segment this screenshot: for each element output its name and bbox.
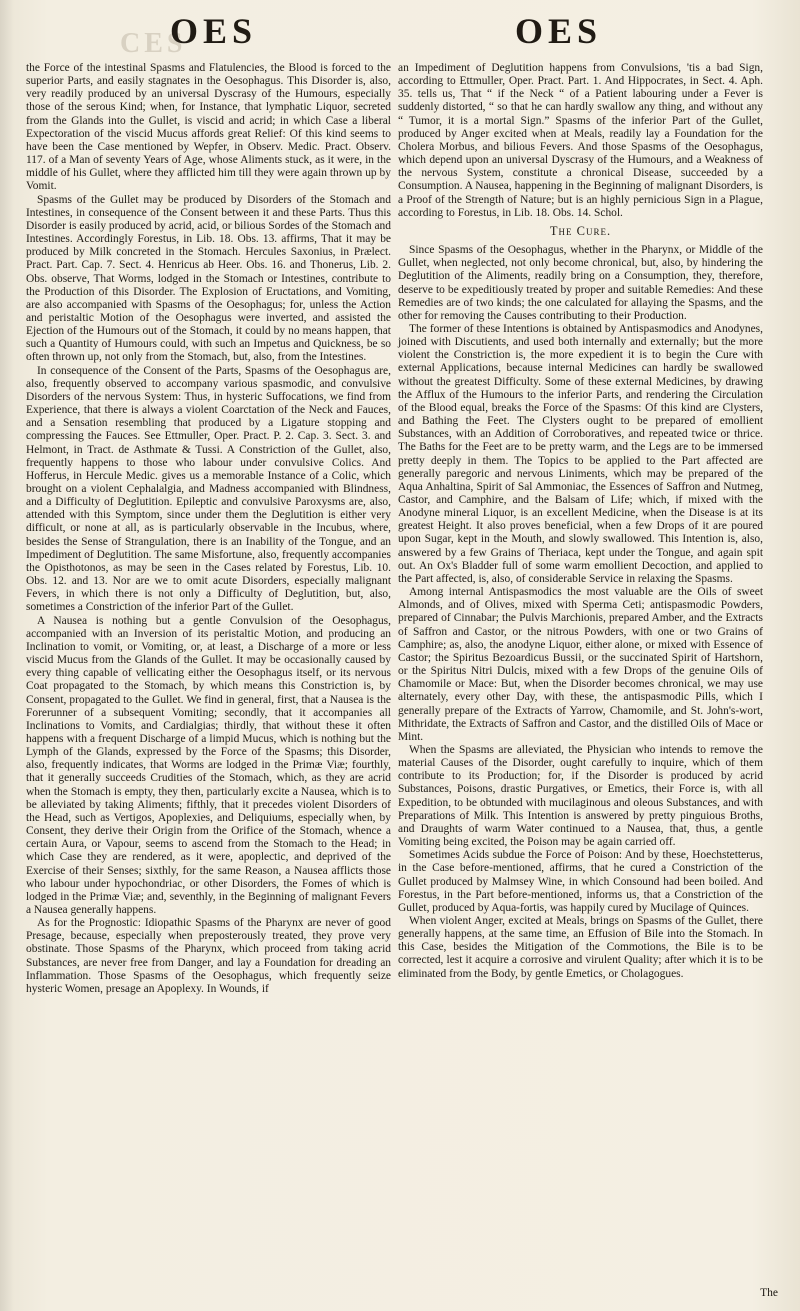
paragraph: As for the Prognostic: Idiopathic Spasms of the Pharynx are never of good Presage, because, especially when preposterously treated, they prove very obstinate. Those Spasms of the Pharynx, which proceed from taking acrid Substances, are never free from Danger, and lay a Foundation for dreading an Inflammation. Those Spasms of the Oesophagus, which frequently seize hysteric Women, presage an Apoplexy. In Wounds, if <box>26 917 391 995</box>
catchword: The <box>760 1287 778 1299</box>
section-heading-cure: The Cure. <box>549 223 612 238</box>
paragraph: Since Spasms of the Oesophagus, whether in the Pharynx, or Middle of the Gullet, when neglected, not only become chronical, but, also, by hindering the Deglutition of the Aliments, readily bring on a Consumption, they, therefore, deserve to be expeditiously treated by proper and suitable Remedies: And these Remedies are of two kinds; the one calculated for allaying the Spasms, and the other for removing the Causes contributing to their Production. <box>398 244 763 322</box>
paragraph: an Impediment of Deglutition happens from Convulsions, 'tis a bad Sign, according to Ettmuller, Oper. Pract. Part. 1. And Hippocrates, in Sect. 4. Aph. 35. tells us, That “ if the Neck “ of a Patient labouring under a Fever is suddenly distorted, “ so that he can hardly swallow any thing, and without any “ Tumor, it is a mortal Sign.” Spasms of the inferior Part of the Gullet, produced by Anger excited when at Meals, readily lay a Foundation for the Cholera Morbus, and bilious Fevers. And those Spasms of the Oesophagus, which depend upon an universal Dyscrasy of the Humours, and a Weakness of the nervous System, constitute a chronical Disease, succeeded by a Consumption. A Nausea, happening in the Beginning of malignant Disorders, is a Proof of the Strength of Nature; but is an highly pernicious Sign in a Plague, according to Forestus, in Lib. 18. Obs. 14. Schol. <box>398 62 764 219</box>
paragraph: When violent Anger, excited at Meals, brings on Spasms of the Gullet, there generally happens, at the same time, an Effusion of Bile into the Stomach. In this Case, besides the Mitigation of the Commotions, the Bile is to be corrected, lest it acquire a corrosive and virulent Quality; after which it is to be eliminated from the Body, by gentle Emetics, or Cholagogues. <box>398 915 763 980</box>
running-head-left: OES <box>170 11 258 51</box>
left-column <box>26 62 391 996</box>
paragraph: In consequence of the Consent of the Parts, Spasms of the Oesophagus are, also, frequently observed to accompany various spasmodic, and convulsive Disorders of the nervous System: Thus, in hysteric Suffocations, we find from Experience, that there is always a violent Coarctation of the Neck and Fauces, and a Sensation resembling that produced by a Ligature stopping and compressing the Fauces. See Ettmuller, Oper. Pract. P. 2. Cap. 3. Sect. 3. and Helmont, in Tract. de Asthmate & Tussi. A Constriction of the Gullet, also, frequently happens to those who labour under convulsive Colics. And Hofferus, in Hercule Medic. gives us a memorable Instance of a Colic, which brought on a violent Cephalalgia, and Madness accompanied with Blindness, and a Difficulty of Deglutition. Epileptic and convulsive Paroxysms are, also, attended with this Symptom, since under them the Deglutition is either very difficult, or none at all, as is particularly observable in the Incubus, where, besides the Sense of Strangulation, there is an Inability of the Tongue, and an Impediment of Deglutition. The same Misfortune, also, frequently accompanies the Opisthotonos, as may be seen in the Cases related by Forestus, Lib. 10. Obs. 12. and 13. Nor are we to omit acute Disorders, especially malignant Fevers, in which there is not only a Difficulty of Deglutition, but, also, sometimes a Constriction of the inferior Part of the Gullet. <box>26 364 391 614</box>
paragraph: The former of these Intentions is obtained by Antispasmodics and Anodynes, joined with Discutients, and used both internally and externally; but the more violent the Constriction is, the more expedient it is to begin the Cure with external Applications, because internal Medicines can hardly be swallowed without the greatest Difficulty. Some of these external Medicines, by drawing the Afflux of the Humours to the inferior Parts, and rendering the Circulation of the Blood equal, breaks the Force of the Spasms: Of this kind are Clysters, and Bathing the Feet. The Clysters ought to be prepared of emollient Substances, with an Addition of Corroboratives, and repeated twice or thrice. The Baths for the Feet are to be pretty warm, and the Legs are to be immersed pretty deeply in them. The Topics to be applied to the Part affected are generally paregoric and nervous Liniments, which may be prepared of the Aqua Anhaltina, Spirit of Sal Ammoniac, the Essences of Saffron and Nutmeg, Castor, and Camphire, and the Balsam of Life; which, if mixed with the Anodyne mineral Liquor, is an excellent Medicine, when the Disease is at its greatest Height. It also proves beneficial, when a few Drops of it are poured upon Sugar, kept in the Mouth, and slowly swallowed. This Intention is, also, answered by a few Grains of Theriaca, kept under the Tongue, and again spit out. An Ox's Bladder full of some warm emollient Decoction, and applied to the Part affected, is, also, of considerable Service in relaxing the Spasms. <box>398 322 763 585</box>
paragraph: Spasms of the Gullet may be produced by Disorders of the Stomach and Intestines, in consequence of the Consent between it and these Parts. Thus this Disorder is easily produced by acrid, acid, or bilious Sordes of the Stomach and Intestines. Accordingly Forestus, in Lib. 18. Obs. 13. affirms, That it may be produced by Milk concreted in the Stomach. Hercules Saxonius, in Prælect. Pract. Part. Cap. 7. Sect. 4. Henricus ab Heer. Obs. 16. and Thonerus, Lib. 2. Obs. observe, That Worms, lodged in the Stomach or Intestines, contribute to the Production of this Disorder. The Explosion of Eructations, and Vomiting, are also accompanied with Spasms of the Oesophagus; for, unless the Action and peristaltic Motion of the Oesophagus were inverted, and assisted the Ejection of the Humours out of the Stomach, it could by no means happen, that such a Quantity of Humours could, with such an Impetus and Quickness, be so often thrown up, not only from the Stomach, but, also, from the Intestines. <box>26 193 391 364</box>
running-head-right: OES <box>515 11 603 51</box>
right-column <box>398 62 763 981</box>
paragraph: Sometimes Acids subdue the Force of Poison: And by these, Hoechstetterus, in the Case before-mentioned, affirms, that he cured a Constriction of the Gullet produced by Malmsey Wine, in which Consound had been boiled. And Forestus, in the Part before-mentioned, informs us, that a Constriction of the Gullet, produced by Aqua-fortis, was happily cured by Mucilage of Quinces. <box>398 849 763 914</box>
paragraph: Among internal Antispasmodics the most valuable are the Oils of sweet Almonds, and of Olives, mixed with Sperma Ceti; antispasmodic Powders, prepared of Cinnabar; the Pulvis Marchionis, prepared Amber, and the Extracts of Saffron and Castor, or the nitrous Powders, with one or two Grains of Camphire; as, also, the anodyne Liquor, either alone, or mixed with Essence of Castor; the Spiritus Bezoardicus Bussii, or the succinated Spirit of Hartshorn, or the Spiritus Nitri Dulcis, mixed with a few Drops of the genuine Oils of Chamomile or Mace: But, when the Disorder becomes chronical, we may use alternately, every other Day, with these, the antispasmodic Pills, which I generally prepare of the Extracts of Yarrow, Chamomile, and St. John's-wort, Mithridate, the Extracts of Saffron and Castor, and the distilled Oils of Mace or Mint. <box>398 586 763 743</box>
bleed-through-heading: CES <box>120 28 187 59</box>
paragraph: When the Spasms are alleviated, the Physician who intends to remove the material Causes of the Disorder, ought carefully to inquire, which of them contribute to its Production; for, if the Disorder is produced by acrid Substances, Poisons, drastic Purgatives, or Emetics, their Force is, with all Expedition, to be obtunded with mucilaginous and oleous Substances, and with Preparations of Milk. This Intention is answered by pretty pinguious Broths, and Draughts of warm Water continued to a Nausea, that, thus, a gentle Vomiting being excited, the Poison may be again carried off. <box>398 743 763 849</box>
paragraph: A Nausea is nothing but a gentle Convulsion of the Oesophagus, accompanied with an Inversion of its peristaltic Motion, and producing an Inclination to vomit, or Vomiting, or, at least, a Discharge of a more or less viscid Mucus from the Glands of the Gullet. It may be occasionally caused by every thing capable of vellicating either the Oesophagus itself, or its nervous Coat propagated to the Stomach, by which means this Constriction is, by Consent, propagated to the Gullet. We find in general, first, that a Nausea is the Forerunner of a subsequent Vomiting; secondly, that it accompanies all Inclinations to Vomits, and Cardialgias; thirdly, that without these it often happens with a frequent Discharge of a limpid Mucus, which is nothing but the Lymph of the Glands, expressed by the Force of the Spasms; this Disorder, also, frequently indicates, that Worms are lodged in the Primæ Viæ; fourthly, that it generally succeeds Crudities of the Stomach, which, as they are acrid when the Stomach is empty, they then, particularly excite a Nausea, which is to be alleviated by taking Aliments; fifthly, that it precedes violent Disorders of the Head, such as Vertigos, Apoplexies, and Deliquiums, especially when, by Consent, they derive their Origin from the Orifice of the Stomach, whence a certain Aura, or Vapour, seems to ascend from the Stomach to the Head; in which Case they are rendered, as it were, apoplectic, and deprived of the Exercise of their Senses; sixthly, for the same Reason, a Nausea afflicts those who labour under hypochondriac, or other Disorders, the Fomes of which is lodged in the Primæ Viæ; and, seventhly, in the Beginning of malignant Fevers a Nausea generally happens. <box>26 614 391 916</box>
paragraph: the Force of the intestinal Spasms and Flatulencies, the Blood is forced to the superior Parts, and easily stagnates in the Oesophagus. This Disorder is, also, very readily produced by an universal Dyscrasy of the Humours, especially those of the serous Kind; when, for Instance, that lymphatic Liquor, secreted from the Glands into the Gullet, is viscid and acrid; in which Case a liberal Expectoration of the viscid Mucus affords great Relief: Of this kind seems to have been the Case mentioned by Wepfer, in Observ. Medic. Pract. Observ. 117. of a Man of seventy Years of Age, whose Aliments stuck, as it were, in the middle of his Gullet, where they afflicted him till they were again thrown up by Vomit. <box>26 62 391 193</box>
gutter-shadow <box>0 0 14 1311</box>
